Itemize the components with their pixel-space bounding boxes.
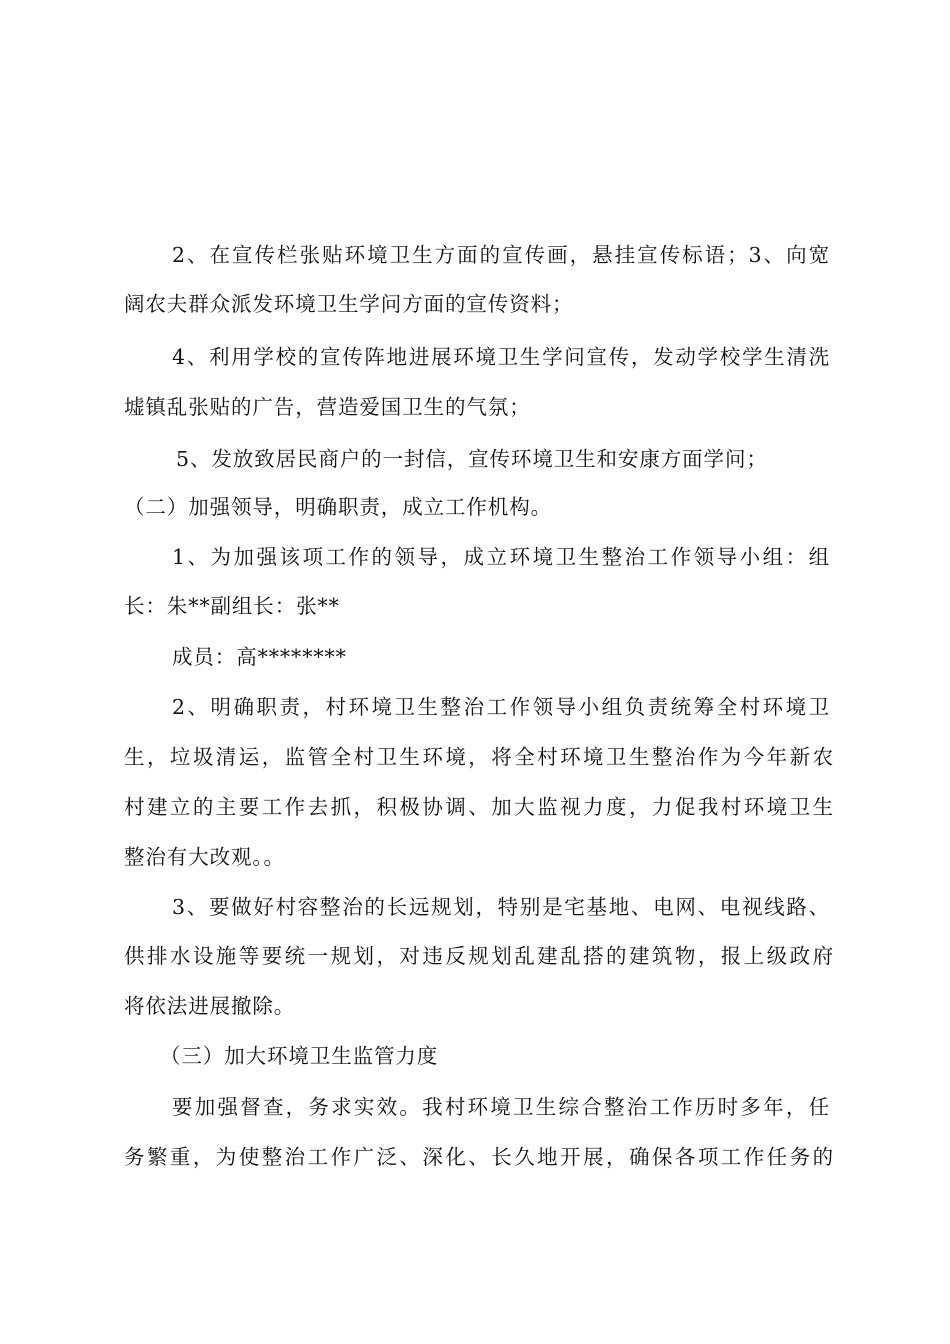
item-1-line-2: 长：朱**副组长：张** bbox=[124, 594, 340, 618]
section-heading-2: （二）加强领导，明确职责，成立工作机构。 bbox=[124, 495, 552, 519]
members-line: 成员：高******** bbox=[172, 645, 347, 669]
section-heading-3: （三）加大环境卫生监管力度 bbox=[160, 1044, 439, 1068]
item-2-line-2: 生，垃圾清运，监管全村卫生环境，将全村环境卫生整治作为今年新农 bbox=[124, 745, 834, 769]
paragraph-4-line-1: 4、利用学校的宣传阵地进展环境卫生学问宣传，发动学校学生清洗 bbox=[172, 345, 830, 369]
paragraph-2-line-2: 阔农夫群众派发环境卫生学问方面的宣传资料； bbox=[124, 292, 574, 316]
item-2-line-1: 2、明确职责，村环境卫生整治工作领导小组负责统筹全村环境卫 bbox=[172, 695, 830, 719]
item-2-line-3: 村建立的主要工作去抓，积极协调、加大监视力度，力促我村环境卫生 bbox=[124, 795, 834, 819]
item-3-line-2: 供排水设施等要统一规划，对违反规划乱建乱搭的建筑物，报上级政府 bbox=[124, 944, 834, 968]
paragraph-4-line-2: 墟镇乱张贴的广告，营造爱国卫生的气氛； bbox=[124, 395, 531, 419]
item-1-line-1: 1、为加强该项工作的领导，成立环境卫生整治工作领导小组：组 bbox=[172, 545, 830, 569]
paragraph-3-line-1: 要加强督查，务求实效。我村环境卫生综合整治工作历时多年，任 bbox=[172, 1095, 830, 1119]
item-3-line-3: 将依法进展撤除。 bbox=[124, 994, 296, 1018]
item-3-line-1: 3、要做好村容整治的长远规划，特别是宅基地、电网、电视线路、 bbox=[172, 895, 830, 919]
item-2-line-4: 整治有大改观。。 bbox=[124, 845, 285, 869]
paragraph-2-line-1: 2、在宣传栏张贴环境卫生方面的宣传画，悬挂宣传标语；3、向宽 bbox=[172, 243, 830, 267]
paragraph-3-line-2: 务繁重，为使整治工作广泛、深化、长久地开展，确保各项工作任务的 bbox=[124, 1145, 834, 1169]
paragraph-5-line: 5、发放致居民商户的一封信，宣传环境卫生和安康方面学问； bbox=[176, 447, 768, 471]
